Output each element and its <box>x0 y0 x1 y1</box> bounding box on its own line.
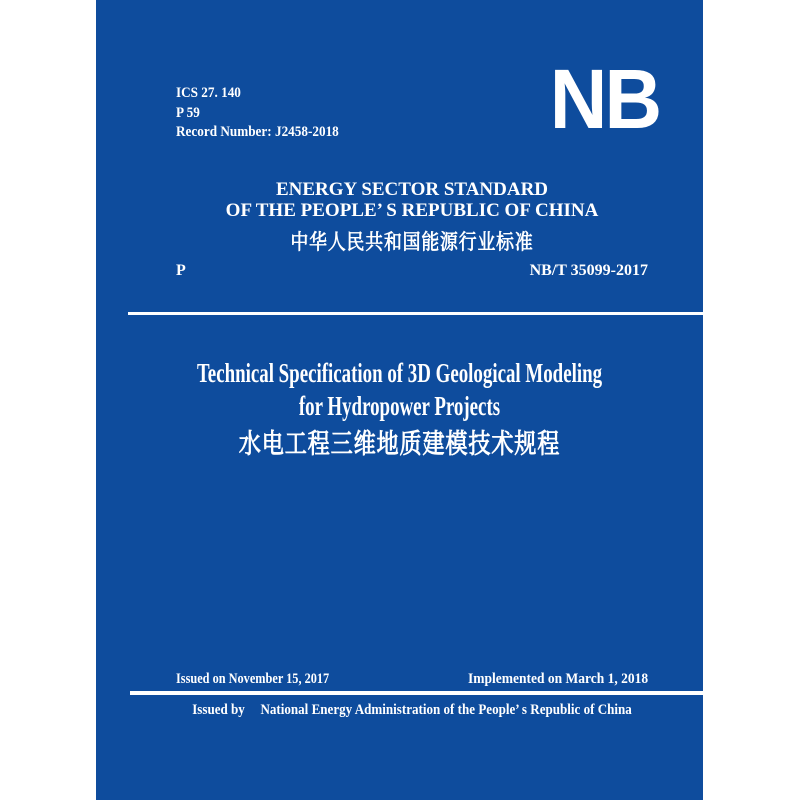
standard-number: NB/T 35099-2017 <box>529 262 648 279</box>
meta-block <box>176 84 339 143</box>
title-english-line2: for Hydropower Projects <box>298 391 501 421</box>
ics-code: ICS 27. 140 <box>176 85 241 101</box>
header-standard-chinese: 中华人民共和国能源行业标准 <box>290 231 534 254</box>
issued-by-row <box>192 702 632 719</box>
top-divider-rule <box>128 312 703 315</box>
header-standard-line1: ENERGY SECTOR STANDARD <box>275 179 549 200</box>
title-chinese: 水电工程三维地质建模技术规程 <box>238 429 561 459</box>
issued-date: Issued on November 15, 2017 <box>176 671 330 687</box>
nb-logo: NB <box>549 52 659 146</box>
classification-code: P 59 <box>176 104 200 121</box>
title-english-line1: Technical Specification of 3D Geological Modeling <box>196 358 603 388</box>
record-number: Record Number: J2458-2018 <box>176 124 339 140</box>
issued-by-label: Issued by <box>192 702 245 718</box>
designation-class-letter: P <box>176 262 186 279</box>
footer-dates-row <box>176 671 648 688</box>
issuer-name: National Energy Administration of the People’ s Republic of China <box>260 702 632 718</box>
header-standard-line2: OF THE PEOPLE’ S REPUBLIC OF CHINA <box>225 200 599 221</box>
designation-row <box>176 262 648 280</box>
implemented-date: Implemented on March 1, 2018 <box>467 671 648 687</box>
bottom-divider-rule <box>130 691 703 695</box>
standard-cover <box>96 0 703 800</box>
